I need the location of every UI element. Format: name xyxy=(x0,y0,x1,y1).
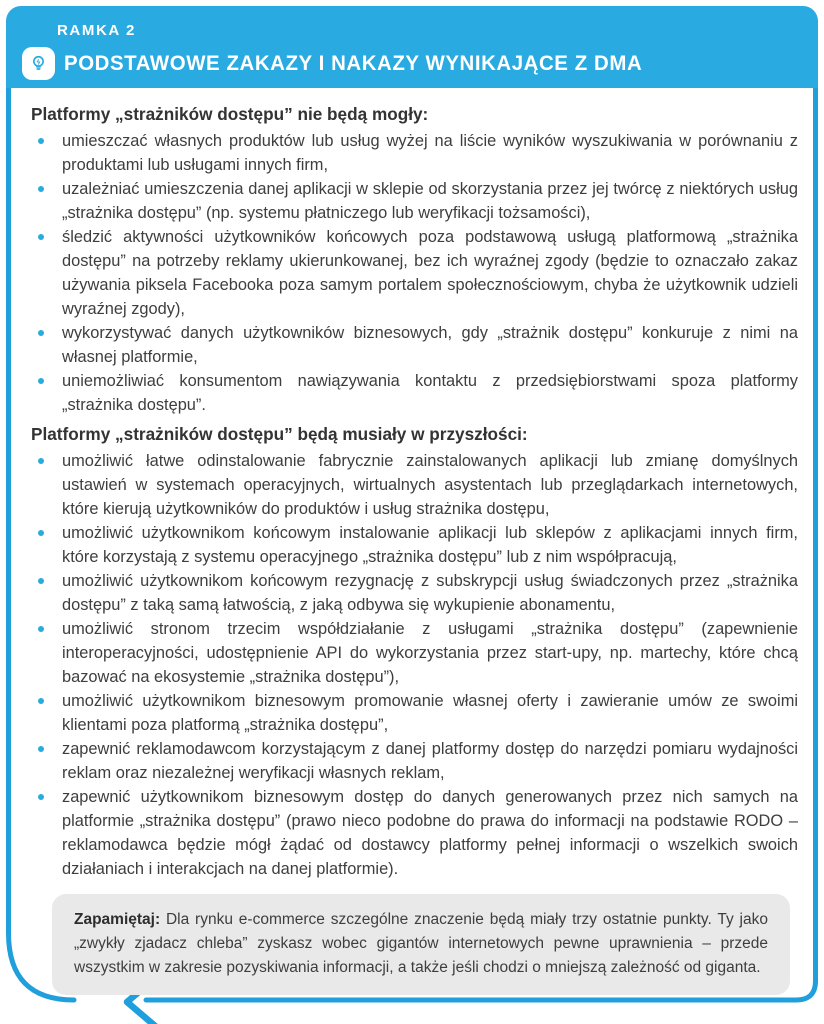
remember-note-label: Zapamiętaj: xyxy=(74,911,161,928)
list-item: umożliwić stronom trzecim współdziałanie z usługami „strażnika dostępu” (zapewnienie interoperacyjności, udostępnienie API do wykorzystania przez start-upy, np. martechy, które chcą bazować na ekosystemie „strażnika dostępu”), xyxy=(25,617,798,689)
remember-note xyxy=(52,894,790,995)
list-item: uniemożliwiać konsumentom nawiązywania kontaktu z przedsiębiorstwami spoza platformy „strażnika dostępu”. xyxy=(25,369,798,417)
list-item: uzależniać umieszczenia danej aplikacji w sklepie od skorzystania przez jej twórcę z niektórych usług „strażnika dostępu” (np. systemu płatniczego lub weryfikacji tożsamości), xyxy=(25,177,798,225)
list-item: umożliwić łatwe odinstalowanie fabrycznie zainstalowanych aplikacji lub zmianę domyślnych ustawień w systemach operacyjnych, wirtualnych asystentach lub przeglądarkach internetowych, które kierują użytkowników do produktów i usług strażnika dostępu, xyxy=(25,449,798,521)
list-item: zapewnić użytkownikom biznesowym dostęp do danych generowanych przez nich samych na platformie „strażnika dostępu” (prawo nieco podobne do prawa do informacji na podstawie RODO – reklamodawca będzie mógł żądać od dostawcy platformy pełnej informacji o wszelkich swoich działaniach i interakcjach na danej platformie). xyxy=(25,785,798,881)
section1-heading: Platformy „strażników dostępu” nie będą mogły: xyxy=(31,104,429,124)
prohibitions-list xyxy=(25,129,798,417)
box-kicker: RAMKA 2 xyxy=(57,22,136,39)
list-item: śledzić aktywności użytkowników końcowych poza podstawową usługą platformową „strażnika dostępu” na potrzeby reklamy ukierunkowanej, bez ich wyraźnej zgody (będzie to oznaczało zakaz używania piksela Facebooka poza samym portalem społecznościowym, chyba że użytkownik udzieli wyraźnej zgody), xyxy=(25,225,798,321)
page-title: PODSTAWOWE ZAKAZY I NAKAZY WYNIKAJĄCE Z DMA xyxy=(64,51,643,75)
box-header xyxy=(6,6,818,88)
remember-note-text: Dla rynku e-commerce szczególne znaczenie będą miały trzy ostatnie punkty. Ty jako „zwykły zjadacz chleba” zyskasz wobec gigantów internetowych pewne uprawnienia – przede wszystkim w zakresie pozyskiwania informacji, a także jeśli chodzi o mniejszą zależność od giganta. xyxy=(74,911,768,976)
list-item: umożliwić użytkownikom końcowym rezygnację z subskrypcji usług świadczonych przez „strażnika dostępu” z taką samą łatwością, z jaką odbywa się wykupienie abonamentu, xyxy=(25,569,798,617)
section2-heading: Platformy „strażników dostępu” będą musiały w przyszłości: xyxy=(31,424,528,444)
obligations-list xyxy=(25,449,798,881)
box-title-row xyxy=(22,47,673,80)
lightbulb-icon xyxy=(22,47,55,80)
list-item: umożliwić użytkownikom biznesowym promowanie własnej oferty i zawieranie umów ze swoimi klientami poza platformą „strażnika dostępu”, xyxy=(25,689,798,737)
list-item: wykorzystywać danych użytkowników biznesowych, gdy „strażnik dostępu” konkuruje z nimi na własnej platformie, xyxy=(25,321,798,369)
list-item: umieszczać własnych produktów lub usług wyżej na liście wyników wyszukiwania w porównaniu z produktami lub usługami innych firm, xyxy=(25,129,798,177)
box-content xyxy=(11,88,813,995)
list-item: zapewnić reklamodawcom korzystającym z danej platformy dostęp do narzędzi pomiaru wydajności reklam oraz niezależnej weryfikacji własnych reklam, xyxy=(25,737,798,785)
list-item: umożliwić użytkownikom końcowym instalowanie aplikacji lub sklepów z aplikacjami innych firm, które korzystają z systemu operacyjnego „strażnika dostępu” lub z nim współpracują, xyxy=(25,521,798,569)
